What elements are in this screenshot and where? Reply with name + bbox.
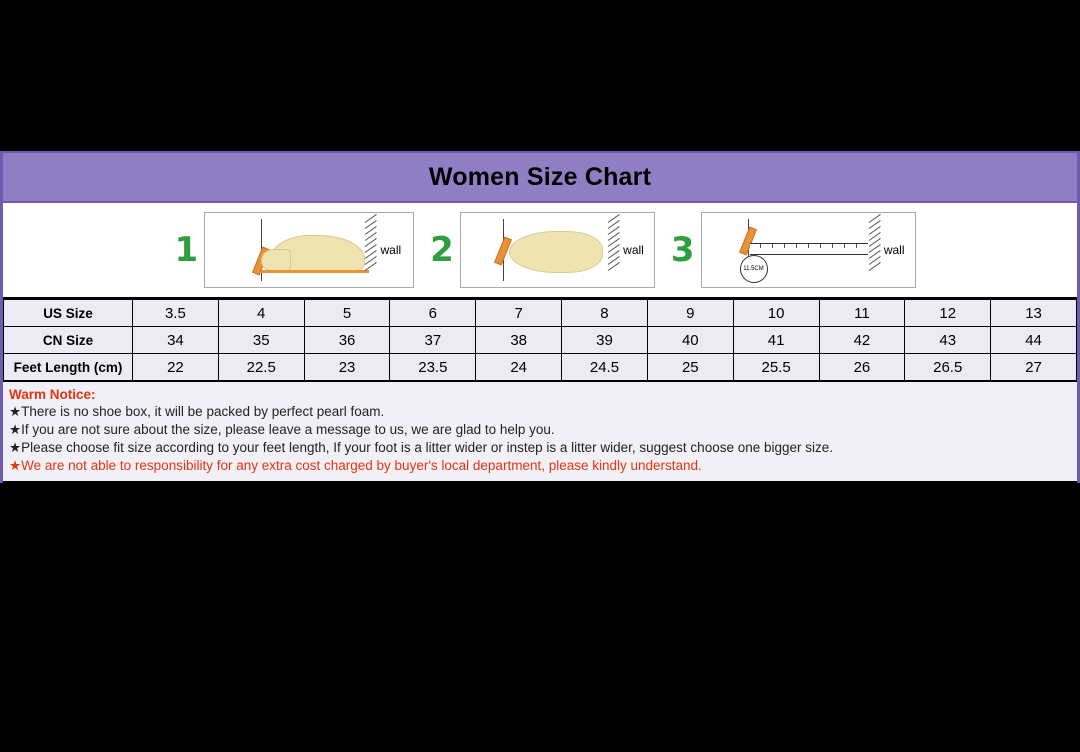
cell-us-0: 3.5 (133, 300, 219, 327)
page-title: Women Size Chart (428, 162, 652, 191)
table-row (4, 327, 1077, 354)
step-3-illustration (701, 212, 916, 288)
cell-us-4: 7 (476, 300, 562, 327)
cell-len-7: 25.5 (733, 354, 819, 381)
cell-cn-4: 38 (476, 327, 562, 354)
step-3-wall-label: wall (883, 243, 905, 257)
wall-hatch-icon (869, 222, 879, 278)
size-chart-card (0, 151, 1080, 483)
cell-cn-7: 41 (733, 327, 819, 354)
notice-line-4: ★We are not able to responsibility for any extra cost charged by buyer's local department, please kindly understand. (9, 458, 702, 473)
step-3-number: 3 (670, 230, 695, 270)
cell-us-2: 5 (304, 300, 390, 327)
heel-icon (261, 249, 291, 271)
cell-us-6: 9 (647, 300, 733, 327)
cell-len-2: 23 (304, 354, 390, 381)
measuring-instructions (3, 203, 1077, 299)
notice-line-3: ★Please choose fit size according to your feet length, If your foot is a litter wider or instep is a litter wider, suggest choose one bigger size. (9, 440, 834, 455)
step-2-wall-label: wall (623, 243, 644, 257)
cell-len-5: 24.5 (562, 354, 648, 381)
size-table (3, 299, 1077, 381)
notice-line-2: ★If you are not sure about the size, please leave a message to us, we are glad to help you. (9, 422, 555, 437)
cell-len-4: 24 (476, 354, 562, 381)
cell-len-3: 23.5 (390, 354, 476, 381)
cell-us-10: 13 (991, 300, 1077, 327)
foot-top-icon (509, 231, 603, 273)
cell-us-9: 12 (905, 300, 991, 327)
cell-len-9: 26.5 (905, 354, 991, 381)
step-2-illustration (460, 212, 655, 288)
notice-line-1: ★There is no shoe box, it will be packed by perfect pearl foam. (9, 404, 385, 419)
row-label-cn-size: CN Size (4, 327, 133, 354)
step-1-wall-label: wall (380, 243, 402, 257)
table-row (4, 300, 1077, 327)
cell-cn-6: 40 (647, 327, 733, 354)
cell-cn-3: 37 (390, 327, 476, 354)
measure-value-badge: 11.5CM (740, 255, 768, 283)
notice-title: Warm Notice: (9, 387, 96, 402)
cell-us-5: 8 (562, 300, 648, 327)
row-label-feet-length: Feet Length (cm) (4, 354, 133, 381)
step-1-number: 1 (174, 230, 199, 270)
row-label-us-size: US Size (4, 300, 133, 327)
cell-cn-9: 43 (905, 327, 991, 354)
cell-us-8: 11 (819, 300, 905, 327)
cell-len-6: 25 (647, 354, 733, 381)
ruler-icon (750, 243, 868, 255)
cell-us-7: 10 (733, 300, 819, 327)
chart-title-bar (3, 151, 1077, 203)
wall-hatch-icon (608, 222, 618, 278)
cell-len-10: 27 (991, 354, 1077, 381)
step-1-illustration (204, 212, 414, 288)
cell-len-0: 22 (133, 354, 219, 381)
cell-cn-8: 42 (819, 327, 905, 354)
cell-cn-10: 44 (991, 327, 1077, 354)
cell-cn-5: 39 (562, 327, 648, 354)
cell-us-1: 4 (218, 300, 304, 327)
ground-line (261, 270, 369, 273)
cell-cn-2: 36 (304, 327, 390, 354)
cell-cn-1: 35 (218, 327, 304, 354)
cell-us-3: 6 (390, 300, 476, 327)
cell-len-1: 22.5 (218, 354, 304, 381)
step-2 (420, 210, 655, 290)
cell-cn-0: 34 (133, 327, 219, 354)
step-3 (661, 210, 916, 290)
cell-len-8: 26 (819, 354, 905, 381)
step-2-number: 2 (430, 230, 454, 270)
step-1 (164, 210, 414, 290)
table-row (4, 354, 1077, 381)
warm-notice (3, 381, 1077, 483)
wall-hatch-icon (365, 222, 375, 278)
